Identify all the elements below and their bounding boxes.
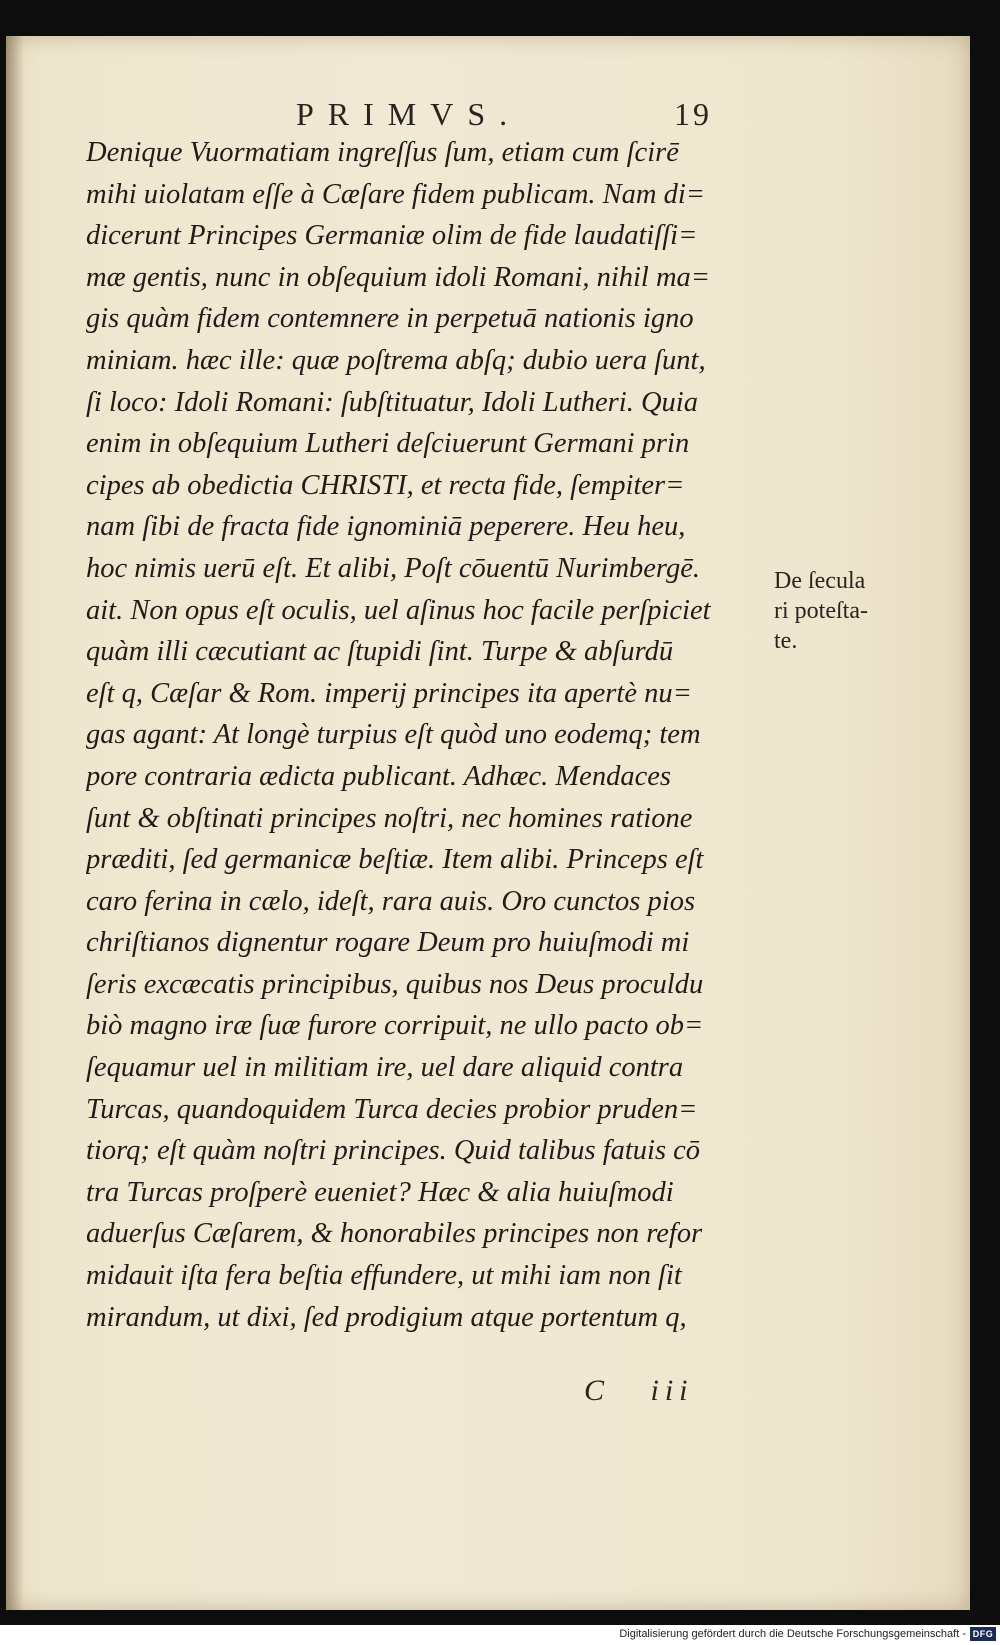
text-line: ait. Non opus eſt oculis, uel aſinus hoc facile perſpiciet [86, 594, 711, 626]
running-head: PRIMVS. [296, 96, 522, 132]
page-number: 19 [674, 96, 712, 132]
text-line: enim in obſequium Lutheri deſciuerunt Germani prin [86, 428, 690, 460]
footer-bar [0, 1625, 1000, 1645]
gutter-shadow [6, 36, 24, 1610]
text-line: tra Turcas proſperè eueniet? Hæc & alia huiuſmodi [86, 1176, 674, 1208]
text-line: midauit iſta fera beſtia effundere, ut mihi iam non ſit [86, 1260, 682, 1292]
text-line: chriſtianos dignentur rogare Deum pro huiuſmodi mi [86, 927, 690, 959]
text-line: Turcas, quandoquidem Turca decies probior pruden= [86, 1093, 698, 1125]
footer-credit: Digitalisierung gefördert durch die Deutsche Forschungsgemeinschaft - [619, 1628, 966, 1640]
text-line: nam ſibi de fracta fide ignominiā peperere. Heu heu, [86, 511, 686, 543]
marginal-note [774, 566, 934, 656]
text-line: ſunt & obſtinati principes noſtri, nec homines ratione [86, 802, 693, 834]
text-line: eſt q, Cæſar & Rom. imperij principes ita apertè nu= [86, 677, 692, 709]
text-line: ſequamur uel in militiam ire, uel dare aliquid contra [86, 1052, 684, 1084]
text-line: pore contraria ædicta publicant. Adhæc. Mendaces [86, 760, 671, 792]
text-line: mirandum, ut dixi, ſed prodigium atque portentum q, [86, 1301, 687, 1333]
text-line: dicerunt Principes Germaniæ olim de fide laudatiſſi= [86, 220, 698, 252]
text-line: gis quàm fidem contemnere in perpetuā nationis igno [86, 303, 694, 335]
body-text [86, 132, 776, 1338]
marginal-note-line: De ſecula [774, 568, 866, 594]
text-line: biò magno iræ ſuæ furore corripuit, ne ullo pacto ob= [86, 1010, 704, 1042]
signature-mark [584, 1374, 694, 1408]
text-line: cipes ab obedictia CHRISTI, et recta fide, ſempiter= [86, 469, 685, 501]
text-line: mæ gentis, nunc in obſequium idoli Romani, nihil ma= [86, 261, 711, 293]
text-line: præditi, ſed germanicæ beſtiæ. Item alibi. Princeps eſt [86, 844, 704, 876]
text-line: tiorq; eſt quàm noſtri principes. Quid talibus fatuis cō [86, 1135, 701, 1167]
signature-text: C iii [584, 1374, 694, 1407]
text-line: ſeris excæcatis principibus, quibus nos Deus proculdu [86, 968, 704, 1000]
dfg-logo: DFG [970, 1627, 996, 1641]
text-line: hoc nimis uerū eſt. Et alibi, Poſt cōuentū Nurimbergē. [86, 552, 700, 584]
book-page [6, 36, 970, 1610]
text-line: mihi uiolatam eſſe à Cæſare fidem publicam. Nam di= [86, 178, 706, 210]
marginal-note-line: te. [774, 628, 798, 654]
text-line: miniam. hæc ille: quæ poſtrema abſq; dubio uera ſunt, [86, 344, 706, 376]
text-line: gas agant: At longè turpius eſt quòd uno eodemq; tem [86, 719, 701, 751]
text-line: ſi loco: Idoli Romani: ſubſtituatur, Idoli Lutheri. Quia [86, 386, 698, 418]
text-line: aduerſus Cæſarem, & honorabiles principes non refor [86, 1218, 703, 1250]
text-line: Denique Vuormatiam ingreſſus ſum, etiam cum ſcirē [86, 137, 679, 168]
text-line: caro ferina in cælo, ideſt, rara auis. Oro cunctos pios [86, 885, 696, 917]
text-line: quàm illi cæcutiant ac ſtupidi ſint. Turpe & abſurdū [86, 636, 674, 668]
marginal-note-line: ri poteſta- [774, 598, 868, 624]
